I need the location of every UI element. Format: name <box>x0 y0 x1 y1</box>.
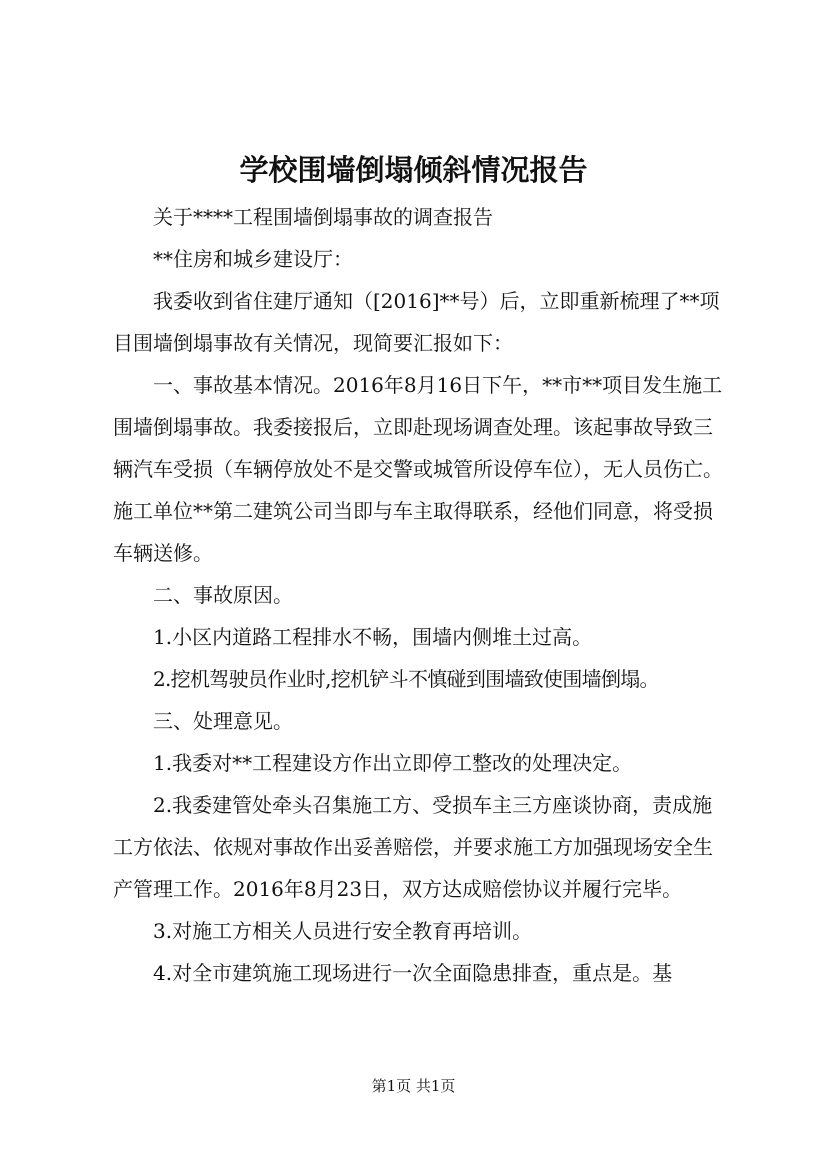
intro-paragraph: 我委收到省住建厅通知（[2016]**号）后，立即重新梳理了**项目围墙倒塌事故有关情况，现简要汇报如下： <box>113 289 720 355</box>
handling-item-2: 2.我委建管处牵头召集施工方、受损车主三方座谈协商，责成施工方依法、依规对事故作出妥善赔偿，并要求施工方加强现场安全生产管理工作。2016年8月23日，双方达成赔偿协议并履行完毕。 <box>113 793 713 901</box>
section-handling-heading: 三、处理意见。 <box>153 709 293 733</box>
document-body <box>113 196 731 994</box>
addressee: **住房和城乡建设厅： <box>153 247 353 271</box>
page-footer: 第1页 共1页 <box>371 1077 456 1095</box>
handling-item-1: 1.我委对**工程建设方作出立即停工整改的处理决定。 <box>153 751 633 775</box>
cause-item-2: 2.挖机驾驶员作业时,挖机铲斗不慎碰到围墙致使围墙倒塌。 <box>153 667 659 691</box>
handling-item-3: 3.对施工方相关人员进行安全教育再培训。 <box>153 919 533 943</box>
section-basic-situation: 一、事故基本情况。2016年8月16日下午，**市**项目发生施工围墙倒塌事故。我委接报后，立即赴现场调查处理。该起事故导致三辆汽车受损（车辆停放处不是交警或城管所设停车位），无人员伤亡。施工单位**第二建筑公司当即与车主取得联系，经他们同意，将受损车辆送修。 <box>113 373 723 565</box>
document-title: 学校围墙倒塌倾斜情况报告 <box>239 153 588 187</box>
section-cause-heading: 二、事故原因。 <box>153 583 293 607</box>
cause-item-1: 1.小区内道路工程排水不畅，围墙内侧堆土过高。 <box>153 625 593 649</box>
handling-item-4: 4.对全市建筑施工现场进行一次全面隐患排查，重点是。基 <box>153 961 673 985</box>
report-subject: 关于****工程围墙倒塌事故的调查报告 <box>153 205 493 229</box>
